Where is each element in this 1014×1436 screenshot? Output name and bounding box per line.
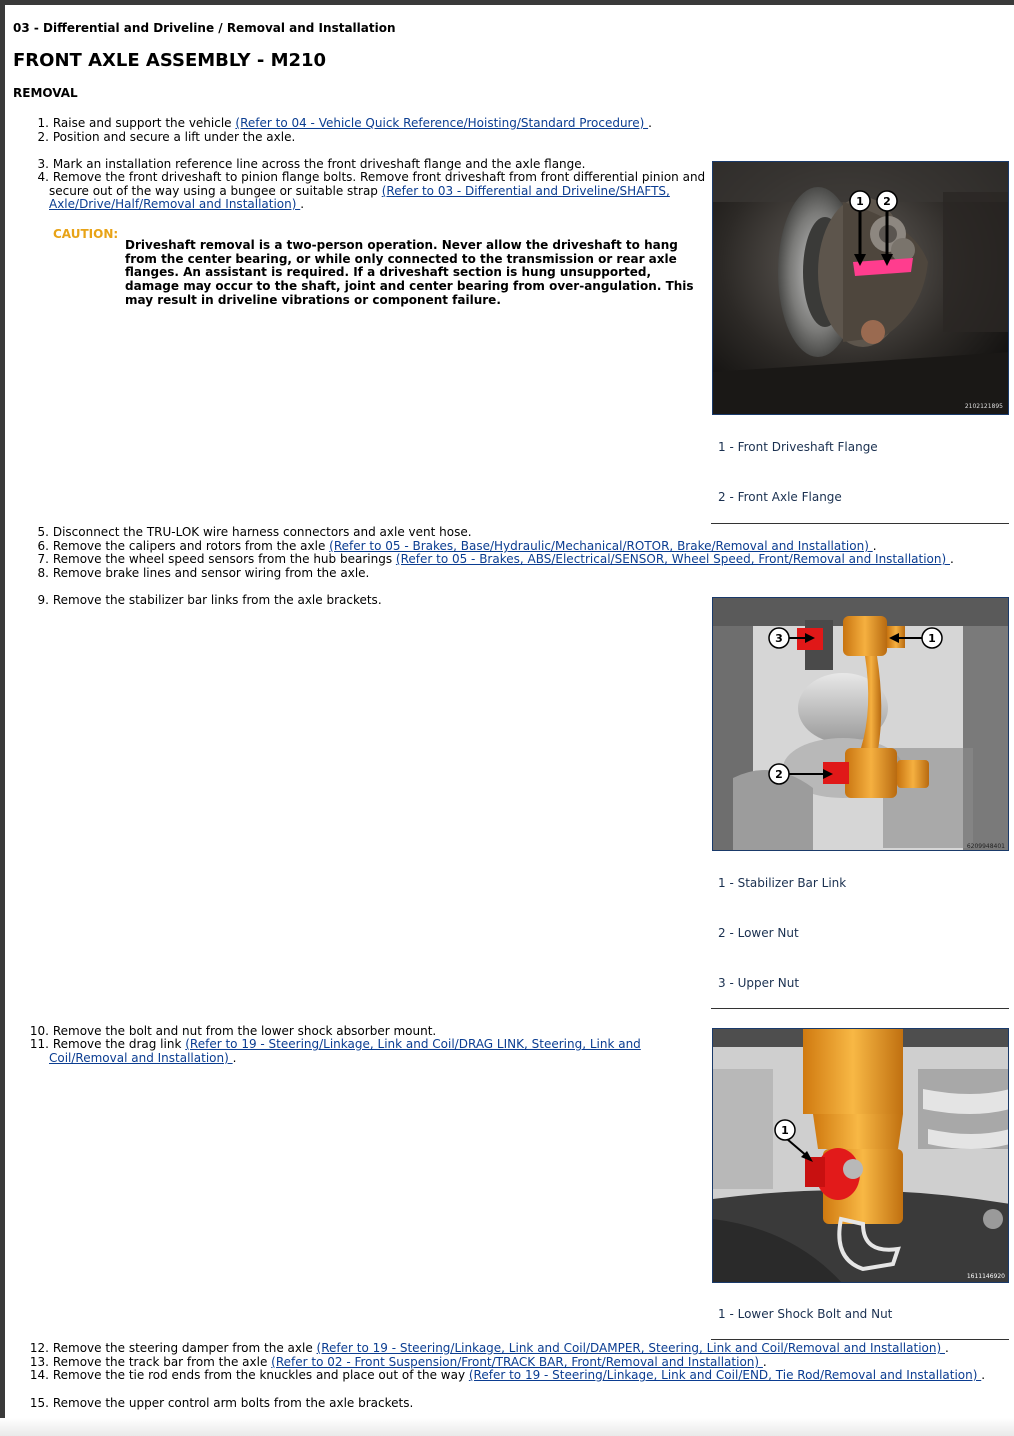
step-14: 14. Remove the tie rod ends from the knuckles and place out of the way (Refer to 19 - Steering/Linkage, Link and Coil/END, Tie Rod/Removal and Installation) . [29, 1368, 986, 1382]
callout-3: 3 [775, 632, 783, 645]
figure-2-caption-3: 3 - Upper Nut [718, 976, 800, 990]
caution-label: CAUTION: [53, 227, 119, 241]
figure-2-caption-1: 1 - Stabilizer Bar Link [718, 876, 847, 890]
callout-2: 2 [883, 195, 891, 208]
driveshaft-flange-photo [713, 162, 1009, 415]
figure-id: 6209948401 [966, 843, 1005, 850]
step-10: 10. Remove the bolt and nut from the lower shock absorber mount. [29, 1024, 437, 1038]
callout-1: 1 [781, 1124, 789, 1137]
step-6: 6. Remove the calipers and rotors from the axle (Refer to 05 - Brakes, Base/Hydraulic/Mechanical/ROTOR, Brake/Removal and Installation) . [37, 539, 877, 553]
lower-shock-mount-illustration [713, 1029, 1009, 1283]
callout-1: 1 [856, 195, 864, 208]
ref-link-hoisting[interactable]: (Refer to 04 - Vehicle Quick Reference/Hoisting/Standard Procedure) [235, 116, 649, 130]
ref-link-shafts-cont[interactable]: Axle/Drive/Half/Removal and Installation) [49, 197, 301, 211]
callout-2: 2 [775, 768, 783, 781]
page-title: FRONT AXLE ASSEMBLY - M210 [13, 50, 327, 71]
step-8: 8. Remove brake lines and sensor wiring from the axle. [37, 566, 370, 580]
figure-1-caption-2: 2 - Front Axle Flange [718, 490, 842, 504]
figure-stabilizer-link [712, 597, 1009, 851]
stabilizer-link-illustration [713, 598, 1009, 851]
step-3: 3. Mark an installation reference line across the front driveshaft flange and the axle flange. [37, 157, 586, 171]
caution-text: Driveshaft removal is a two-person operation. Never allow the driveshaft to hang from the center bearing, or while only connected to the transmission or rear axle flanges. An assistant is required. If a driveshaft section is hung unsupported, damage may occur to the shaft, joint and center bearing from over-angulation. This may result in driveline vibrations or component failure. [125, 238, 694, 307]
step-4-continuation: secure out of the way using a bungee or suitable strap (Refer to 03 - Differential and Driveline/SHAFTS, [49, 184, 670, 198]
step-5: 5. Disconnect the TRU-LOK wire harness connectors and axle vent hose. [37, 525, 472, 539]
step-11: 11. Remove the drag link (Refer to 19 - Steering/Linkage, Link and Coil/DRAG LINK, Steering, Link and [29, 1037, 641, 1051]
figure-1-caption-1: 1 - Front Driveshaft Flange [718, 440, 878, 454]
bottom-fade [0, 1418, 1014, 1436]
figure-1-divider [711, 523, 1009, 524]
step-9: 9. Remove the stabilizer bar links from the axle brackets. [37, 593, 382, 607]
window-top-border [0, 0, 1014, 5]
ref-link-track-bar[interactable]: (Refer to 02 - Front Suspension/Front/TRACK BAR, Front/Removal and Installation) [271, 1355, 763, 1369]
step-4: 4. Remove the front driveshaft to pinion flange bolts. Remove front driveshaft from front differential pinion and [37, 170, 706, 184]
breadcrumb: 03 - Differential and Driveline / Removal and Installation [13, 21, 396, 35]
figure-id: 1611146920 [966, 1273, 1005, 1280]
callout-1: 1 [928, 632, 936, 645]
step-7: 7. Remove the wheel speed sensors from the hub bearings (Refer to 05 - Brakes, ABS/Electrical/SENSOR, Wheel Speed, Front/Removal and Installation) . [37, 552, 954, 566]
ref-link-rotor[interactable]: (Refer to 05 - Brakes, Base/Hydraulic/Mechanical/ROTOR, Brake/Removal and Installation) [329, 539, 873, 553]
section-heading: REMOVAL [13, 86, 78, 100]
figure-2-divider [711, 1008, 1009, 1009]
ref-link-drag-link-cont[interactable]: Coil/Removal and Installation) [49, 1051, 233, 1065]
step-4-continuation-2: Axle/Drive/Half/Removal and Installation) . [49, 197, 305, 211]
ref-link-drag-link[interactable]: (Refer to 19 - Steering/Linkage, Link and Coil/DRAG LINK, Steering, Link and [185, 1037, 641, 1051]
ref-link-steering-damper[interactable]: (Refer to 19 - Steering/Linkage, Link and Coil/DAMPER, Steering, Link and Coil/Removal and Installation) [316, 1341, 945, 1355]
step-2: 2. Position and secure a lift under the axle. [37, 130, 296, 144]
window-left-border [0, 5, 5, 1436]
step-12: 12. Remove the steering damper from the axle (Refer to 19 - Steering/Linkage, Link and Coil/DAMPER, Steering, Link and Coil/Removal and Installation) . [29, 1341, 949, 1355]
figure-lower-shock-mount [712, 1028, 1009, 1283]
figure-2-caption-2: 2 - Lower Nut [718, 926, 799, 940]
figure-3-divider [711, 1339, 1009, 1340]
ref-link-wheel-speed-sensor[interactable]: (Refer to 05 - Brakes, ABS/Electrical/SENSOR, Wheel Speed, Front/Removal and Installation) [395, 552, 950, 566]
step-11-continuation: Coil/Removal and Installation) . [49, 1051, 237, 1065]
figure-id: 2102121895 [964, 403, 1003, 410]
ref-link-tie-rod[interactable]: (Refer to 19 - Steering/Linkage, Link and Coil/END, Tie Rod/Removal and Installation) [468, 1368, 982, 1382]
figure-3-caption-1: 1 - Lower Shock Bolt and Nut [718, 1307, 893, 1321]
step-15: 15. Remove the upper control arm bolts from the axle brackets. [29, 1396, 414, 1410]
figure-driveshaft-flange [712, 161, 1009, 415]
step-13: 13. Remove the track bar from the axle (Refer to 02 - Front Suspension/Front/TRACK BAR, Front/Removal and Installation) . [29, 1355, 767, 1369]
step-1: 1. Raise and support the vehicle (Refer to 04 - Vehicle Quick Reference/Hoisting/Standard Procedure) . [37, 116, 652, 130]
ref-link-shafts[interactable]: (Refer to 03 - Differential and Driveline/SHAFTS, [381, 184, 670, 198]
